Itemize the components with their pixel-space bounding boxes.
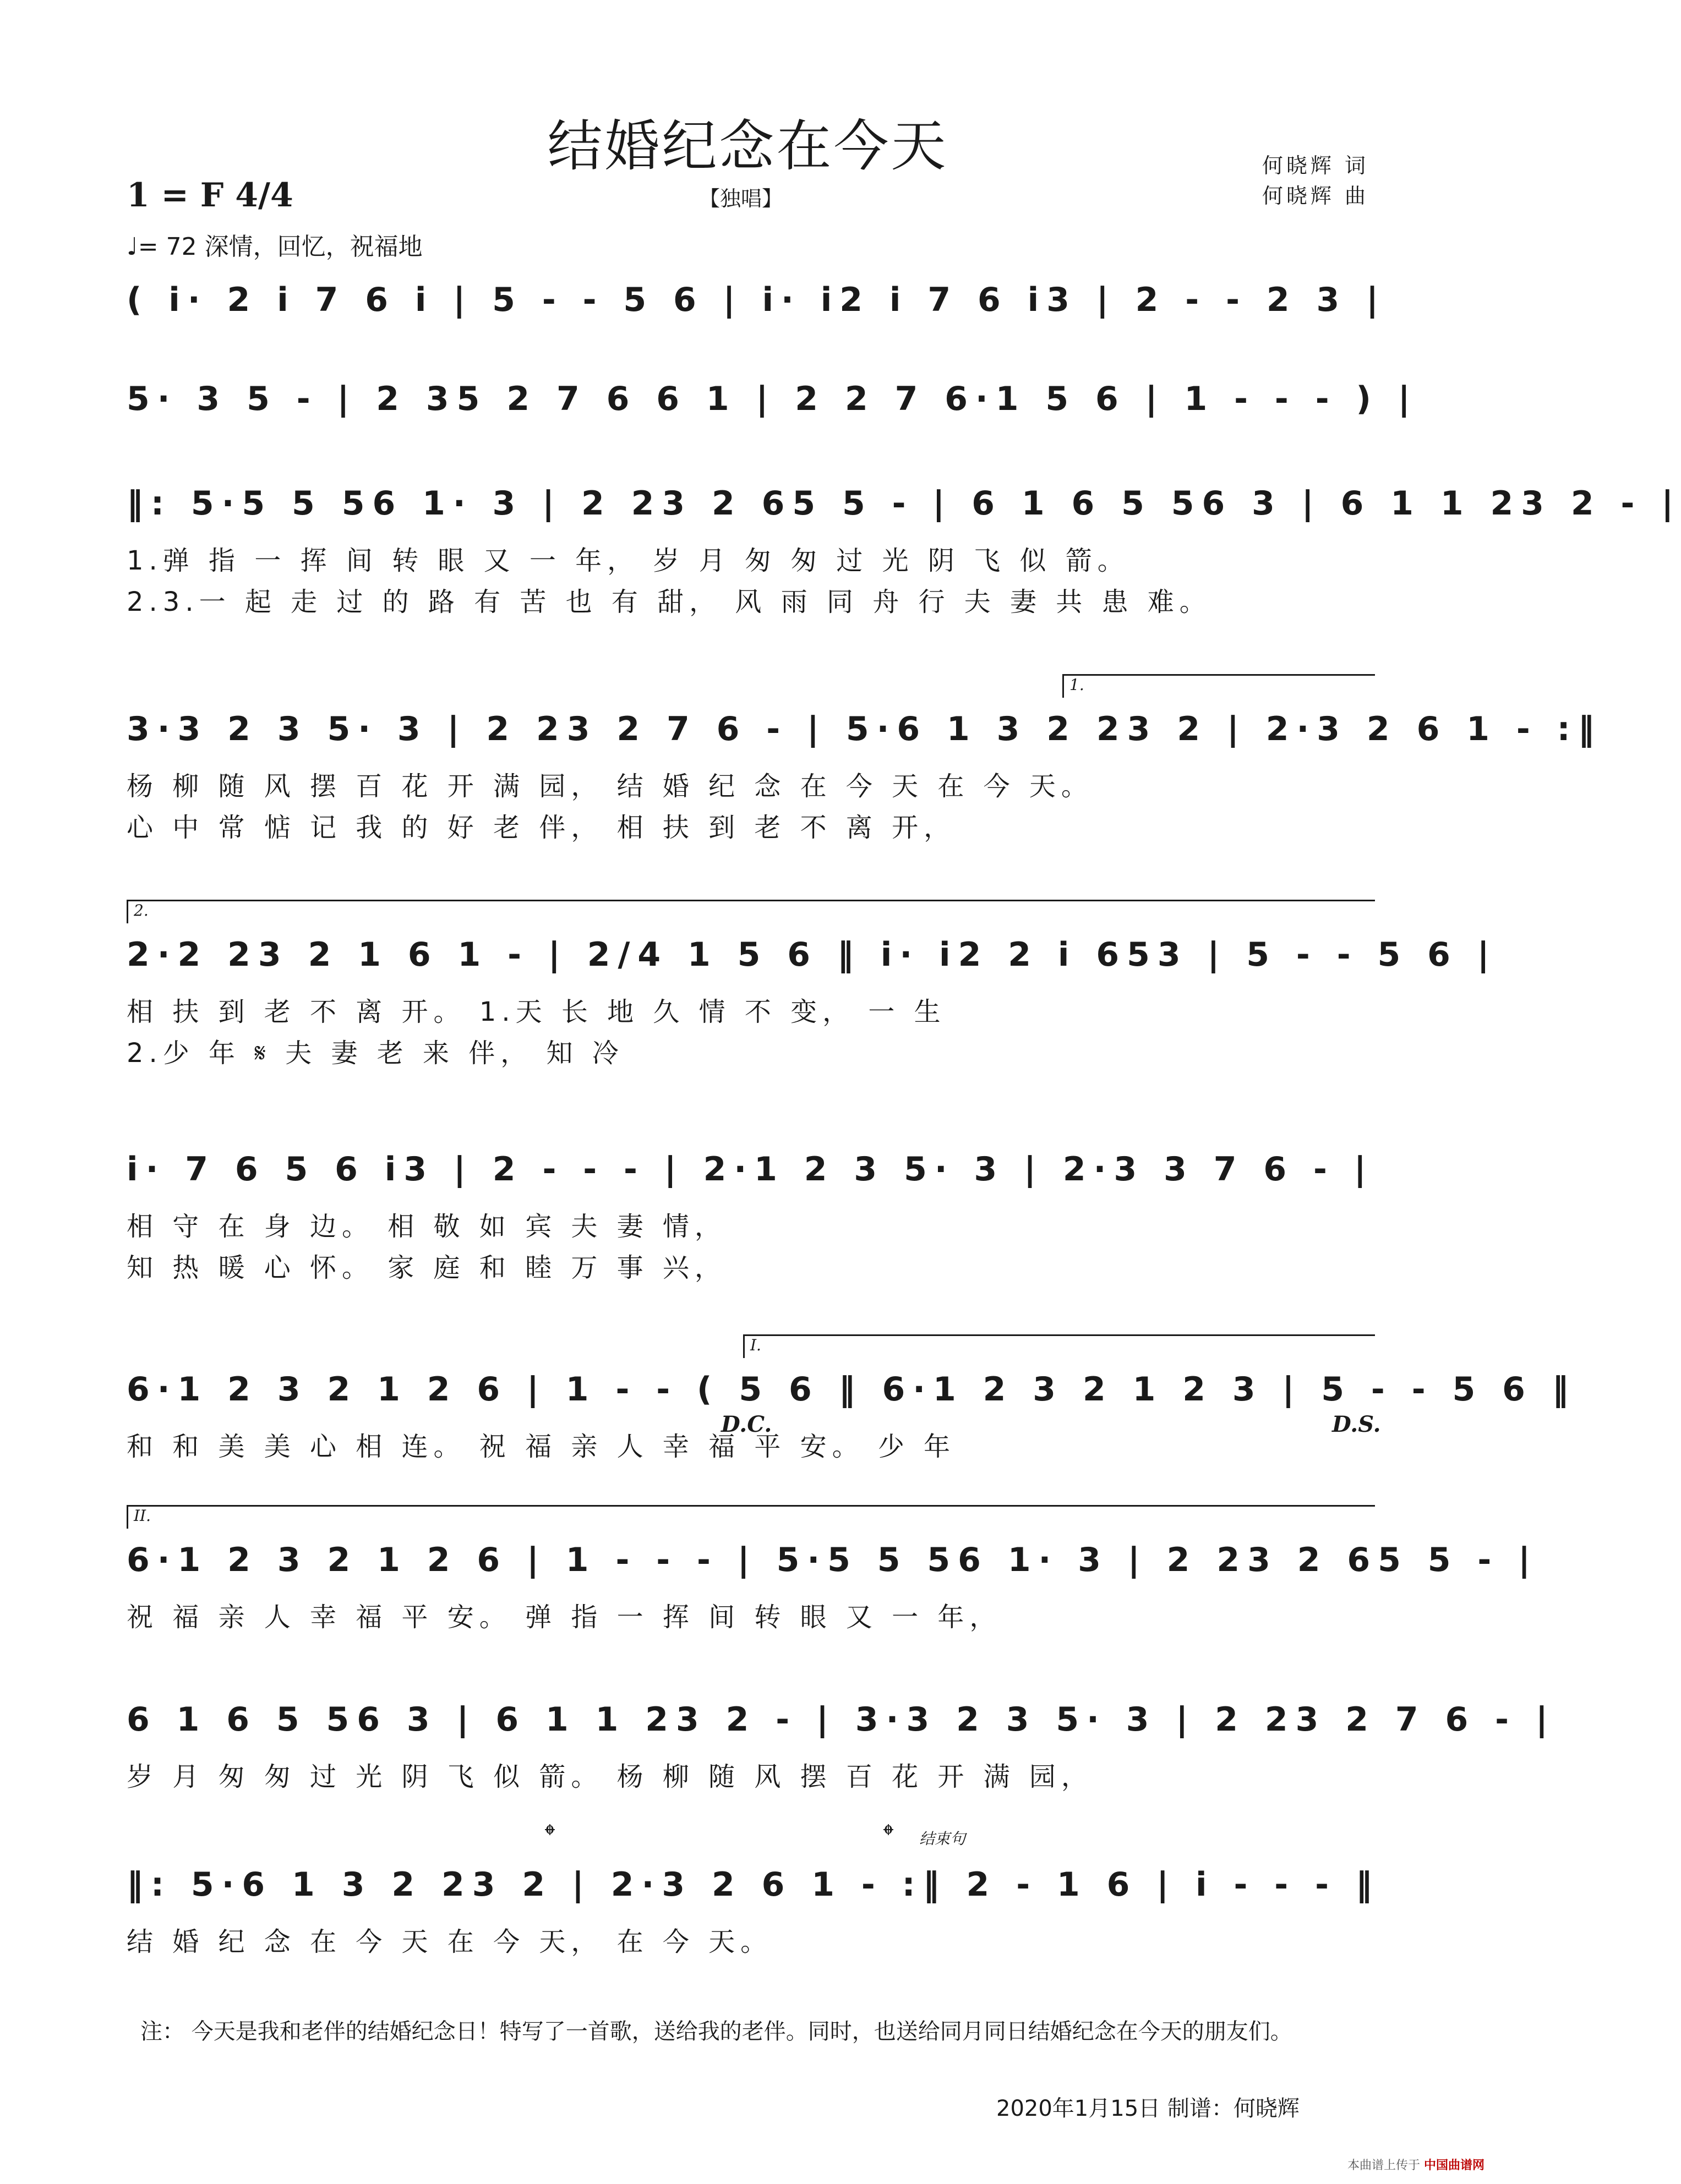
- ending-phrase-label: 结束句: [919, 1830, 966, 1848]
- lyric-line-1: 1.弹 指 一 挥 间 转 眼 又 一 年， 岁 月 匆 匆 过 光 阴 飞 似 箭。: [127, 545, 1129, 576]
- ds-mark: D.S.: [1332, 1411, 1381, 1437]
- lyric-line-1: 相 守 在 身 边。 相 敬 如 宾 夫 妻 情，: [127, 1211, 727, 1242]
- lyric-line-1: 岁 月 匆 匆 过 光 阴 飞 似 箭。 杨 柳 随 风 摆 百 花 开 满 园，: [127, 1761, 1093, 1792]
- notation-line: 6 1 6 5 56 3 | 6 1 1 23 2 - | 3·3 2 3 5· 3 | 2 23 2 7 6 - |: [127, 1700, 1556, 1739]
- coda-sign-2: 𝄌: [883, 1819, 893, 1852]
- first-ending-bracket: 1.: [1062, 674, 1375, 698]
- tempo-marking: ♩= 72 深情，回忆，祝福地: [127, 233, 423, 261]
- lyric-line-1: 杨 柳 随 风 摆 百 花 开 满 园， 结 婚 纪 念 在 今 天 在 今 天。: [127, 771, 1093, 802]
- notation-line: ‖: 5·6 1 3 2 23 2 | 2·3 2 6 1 - :‖ 2 - 1 6 | i - - - ‖: [127, 1865, 1380, 1904]
- score-system-4: [127, 676, 1602, 891]
- notation-line: i· 7 6 5 6 i3 | 2 - - - | 2·1 2 3 5· 3 | 2·3 3 7 6 - |: [127, 1150, 1374, 1189]
- performance-type: 【独唱】: [699, 187, 783, 211]
- ending-II-bracket: II.: [127, 1505, 1375, 1529]
- watermark: [1347, 2156, 1484, 2173]
- ending-I-bracket: I.: [743, 1334, 1375, 1358]
- lyricist-credit: 何晓辉 词: [1262, 154, 1369, 178]
- second-ending-bracket: 2.: [127, 900, 1375, 923]
- score-system-5: [127, 901, 1497, 1117]
- score-system-6: [127, 1150, 1374, 1332]
- lyric-line-1: 祝 福 亲 人 幸 福 平 安。 弹 指 一 挥 间 转 眼 又 一 年，: [127, 1602, 1002, 1633]
- coda-sign: 𝄌: [545, 1819, 555, 1852]
- lyric-line-1: 结 婚 纪 念 在 今 天 在 今 天， 在 今 天。: [127, 1926, 773, 1957]
- notation-line: 6·1 2 3 2 1 2 6 | 1 - - ( 5 6 ‖ 6·1 2 3 2 1 2 3 | 5 - - 5 6 ‖: [127, 1370, 1576, 1409]
- notation-line: 2·2 23 2 1 6 1 - | 2/4 1 5 6 ‖ i· i2 2 i 653 | 5 - - 5 6 |: [127, 935, 1497, 974]
- notation-line: 3·3 2 3 5· 3 | 2 23 2 7 6 - | 5·6 1 3 2 23 2 | 2·3 2 6 1 - :‖: [127, 710, 1602, 748]
- notation-line: 5· 3 5 - | 2 35 2 7 6 6 1 | 2 2 7 6·1 5 6 | 1 - - - ) |: [127, 380, 1418, 418]
- lyric-line-1: 相 扶 到 老 不 离 开。 1.天 长 地 久 情 不 变， 一 生: [127, 997, 946, 1027]
- footnote: 注： 今天是我和老伴的结婚纪念日！特写了一首歌，送给我的老伴。同时，也送给同月同日结婚纪念在今天的朋友们。: [140, 2019, 1292, 2044]
- score-system-3: [127, 484, 1681, 666]
- watermark-site: 中国曲谱网: [1423, 2159, 1484, 2172]
- lyric-line-2: 心 中 常 惦 记 我 的 好 老 伴， 相 扶 到 老 不 离 开，: [127, 812, 956, 843]
- song-title: 结婚纪念在今天: [547, 114, 948, 178]
- key-signature: 1 = F 4/4: [127, 176, 293, 215]
- date-and-maker: 2020年1月15日 制谱：何晓辉: [996, 2096, 1300, 2121]
- notation-line: 6·1 2 3 2 1 2 6 | 1 - - - | 5·5 5 56 1· 3 | 2 23 2 65 5 - |: [127, 1541, 1538, 1579]
- lyric-line-2: 知 热 暖 心 怀。 家 庭 和 睦 万 事 兴，: [127, 1252, 727, 1283]
- lyric-line-1: 和 和 美 美 心 相 连。 祝 福 亲 人 幸 福 平 安。 少 年: [127, 1431, 956, 1462]
- composer-credit: 何晓辉 曲: [1262, 184, 1369, 208]
- lyric-line-2: 2.少 年 𝄋 夫 妻 老 来 伴， 知 冷: [127, 1038, 624, 1069]
- notation-line: ( i· 2 i 7 6 i | 5 - - 5 6 | i· i2 i 7 6 i3 | 2 - - 2 3 |: [127, 281, 1387, 319]
- score-system-9: [127, 1700, 1556, 1882]
- lyric-line-2: 2.3.一 起 走 过 的 路 有 苦 也 有 甜， 风 雨 同 舟 行 夫 妻 共 患 难。: [127, 587, 1211, 617]
- dc-mark: D.C.: [721, 1411, 772, 1437]
- notation-line: ‖: 5·5 5 56 1· 3 | 2 23 2 65 5 - | 6 1 6 5 56 3 | 6 1 1 23 2 - |: [127, 484, 1681, 523]
- watermark-text: 本曲谱上传于: [1347, 2159, 1420, 2172]
